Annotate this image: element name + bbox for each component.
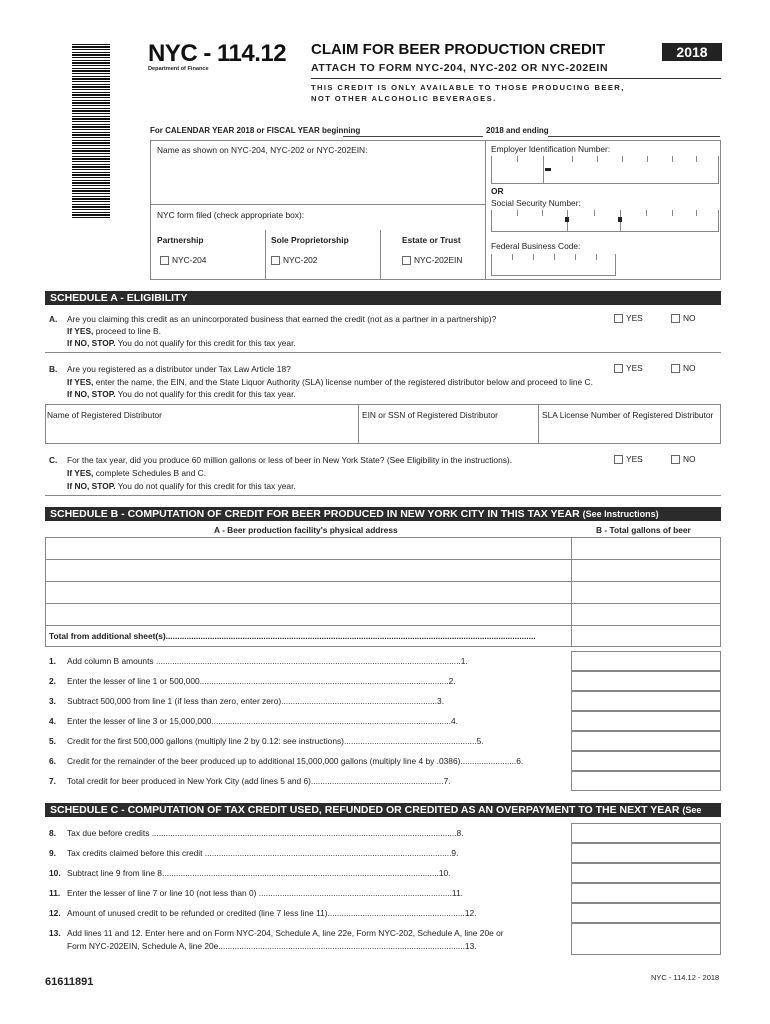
- line-7-amount[interactable]: [571, 771, 721, 791]
- line-10-amount[interactable]: [571, 863, 721, 883]
- line-8-amount[interactable]: [571, 823, 721, 843]
- period-end-field[interactable]: [548, 136, 720, 137]
- facility-address-row-4[interactable]: [46, 604, 570, 624]
- gallons-row-4[interactable]: [572, 604, 720, 624]
- name-field[interactable]: [150, 154, 485, 204]
- footer-form-ref: NYC - 114.12 - 2018: [651, 973, 720, 982]
- facility-address-row-2[interactable]: [46, 560, 570, 580]
- option-nyc202[interactable]: NYC-202: [271, 255, 317, 265]
- total-additional-label: Total from additional sheet(s)...............................................................................................................................................................: [49, 631, 536, 641]
- line-2-amount[interactable]: [571, 671, 721, 691]
- ssn-label: Social Security Number:: [491, 198, 581, 208]
- line-8: 8. Tax due before credits ...................................................................................................................................8.: [49, 828, 464, 838]
- line-9: 9. Tax credits claimed before this credit ..........................................................................................................9.: [49, 848, 459, 858]
- department-label: Department of Finance: [148, 66, 209, 72]
- name-label: Name as shown on NYC-204, NYC-202 or NYC-202EIN:: [157, 145, 368, 155]
- line-c-yes[interactable]: YES: [614, 454, 643, 464]
- line-4-amount[interactable]: [571, 711, 721, 731]
- line-4: 4. Enter the lesser of line 3 or 15,000,000.......................................................................................................4.: [49, 716, 458, 726]
- dist-ein-field[interactable]: [359, 421, 537, 443]
- attach-instruction: ATTACH TO FORM NYC-204, NYC-202 OR NYC-202EIN: [311, 62, 609, 74]
- schedule-a-header: SCHEDULE A - ELIGIBILITY: [45, 291, 721, 305]
- period-ending-label: 2018 and ending: [486, 126, 549, 135]
- line-c-no[interactable]: NO: [671, 454, 696, 464]
- line-11-amount[interactable]: [571, 883, 721, 903]
- line-5-amount[interactable]: [571, 731, 721, 751]
- line-3-amount[interactable]: [571, 691, 721, 711]
- entity-sole-prop: Sole Proprietorship: [271, 235, 349, 245]
- form-code: 61611891: [45, 976, 94, 988]
- fbc-field[interactable]: [491, 254, 616, 276]
- col-a-header: A - Beer production facility's physical address: [214, 525, 398, 535]
- line-a-letter: A.: [49, 314, 58, 324]
- line-12-amount[interactable]: [571, 903, 721, 923]
- option-nyc202ein[interactable]: NYC-202EIN: [402, 255, 462, 265]
- line-7: 7. Total credit for beer produced in New York City (add lines 5 and 6).........................................................7.: [49, 776, 451, 786]
- line-a-question: Are you claiming this credit as an unincorporated business that earned the credit (not as a partner in a partnership)?: [67, 314, 497, 324]
- col-b-header: B - Total gallons of beer: [596, 525, 691, 535]
- entity-estate: Estate or Trust: [402, 235, 461, 245]
- line-2: 2. Enter the lesser of line 1 or 500,000...........................................................................................................2.: [49, 676, 456, 686]
- fbc-label: Federal Business Code:: [491, 241, 581, 251]
- schedule-c-header: SCHEDULE C - COMPUTATION OF TAX CREDIT USED, REFUNDED OR CREDITED AS AN OVERPAYMENT TO THE NEXT YEAR (See Instr.): [45, 803, 721, 817]
- period-label: For CALENDAR YEAR 2018 or FISCAL YEAR beginning: [150, 126, 361, 135]
- line-9-amount[interactable]: [571, 843, 721, 863]
- line-b-no-instr: If NO, STOP.: [67, 389, 116, 399]
- line-1-amount[interactable]: [571, 651, 721, 671]
- line-3: 3. Subtract 500,000 from line 1 (if less than zero, enter zero)...................................................................3.: [49, 696, 445, 706]
- eligibility-notice: THIS CREDIT IS ONLY AVAILABLE TO THOSE PRODUCING BEER, NOT OTHER ALCOHOLIC BEVERAGES.: [311, 83, 625, 103]
- dist-ein-label: EIN or SSN of Registered Distributor: [362, 410, 498, 420]
- checkbox[interactable]: [160, 256, 169, 265]
- ein-field[interactable]: [491, 156, 719, 184]
- or-label: OR: [491, 186, 504, 196]
- gallons-row-2[interactable]: [572, 560, 720, 580]
- gallons-row-1[interactable]: [572, 538, 720, 558]
- facility-address-row-1[interactable]: [46, 538, 570, 558]
- form-title: CLAIM FOR BEER PRODUCTION CREDIT: [311, 41, 606, 58]
- line-10: 10. Subtract line 9 from line 8.......................................................................................................................10.: [49, 868, 451, 878]
- line-6: 6. Credit for the remainder of the beer produced up to additional 15,000,000 gallons (multiply line 4 by .0386)........................6.: [49, 756, 524, 766]
- line-6-amount[interactable]: [571, 751, 721, 771]
- entity-partnership: Partnership: [157, 235, 204, 245]
- line-12: 12. Amount of unused credit to be refunded or credited (line 7 less line 11)...........................................................12.: [49, 908, 477, 918]
- line-13: 13. Add lines 11 and 12. Enter here and on Form NYC-204, Schedule A, line 22e, Form NYC-202, Schedule A, line 20e or: [49, 928, 504, 938]
- line-b-letter: B.: [49, 364, 58, 374]
- schedule-b-header: SCHEDULE B - COMPUTATION OF CREDIT FOR BEER PRODUCED IN NEW YORK CITY IN THIS TAX YEAR (See Instructions): [45, 507, 721, 521]
- line-5: 5. Credit for the first 500,000 gallons (multiply line 2 by 0.12: see instructions).........................................................5.: [49, 736, 484, 746]
- checkbox[interactable]: [271, 256, 280, 265]
- line-b-yes-instr: If YES,: [67, 377, 94, 387]
- line-a-yes-instr: If YES,: [67, 326, 94, 336]
- line-c-question: For the tax year, did you produce 60 million gallons or less of beer in New York State? (See Eligibility in the instructions).: [67, 455, 513, 465]
- checkbox[interactable]: [402, 256, 411, 265]
- line-a-no[interactable]: NO: [671, 313, 696, 323]
- line-c-letter: C.: [49, 455, 58, 465]
- line-13-amount[interactable]: [571, 923, 721, 955]
- line-b-question: Are you registered as a distributor under Tax Law Article 18?: [67, 364, 291, 374]
- form-filed-label: NYC form filed (check appropriate box):: [157, 210, 305, 220]
- total-additional-field[interactable]: [572, 626, 720, 646]
- dist-name-field[interactable]: [46, 421, 357, 443]
- option-nyc204[interactable]: NYC-204: [160, 255, 206, 265]
- gallons-row-3[interactable]: [572, 582, 720, 602]
- dist-sla-field[interactable]: [539, 421, 720, 443]
- line-11: 11. Enter the lesser of line 7 or line 10 (not less than 0) ...................................................................................11.: [49, 888, 463, 898]
- form-number: 114.12: [217, 40, 287, 67]
- dist-name-label: Name of Registered Distributor: [47, 410, 162, 420]
- line-c-yes-instr: If YES,: [67, 468, 94, 478]
- line-b-yes[interactable]: YES: [614, 363, 643, 373]
- facility-address-row-3[interactable]: [46, 582, 570, 602]
- line-a-yes[interactable]: YES: [614, 313, 643, 323]
- nyc-logo: NYC - 114.12: [148, 40, 287, 67]
- line-b-no[interactable]: NO: [671, 363, 696, 373]
- period-begin-field[interactable]: [343, 136, 483, 137]
- barcode: [72, 44, 110, 219]
- line-13-cont: Form NYC-202EIN, Schedule A, line 20e..........................................................................................................13.: [67, 941, 477, 951]
- ein-label: Employer Identification Number:: [491, 144, 611, 154]
- year-badge: 2018: [662, 43, 722, 61]
- line-a-no-instr: If NO, STOP.: [67, 338, 116, 348]
- line-1: 1. Add column B amounts ...................................................................................................................................1.: [49, 656, 468, 666]
- line-c-no-instr: If NO, STOP.: [67, 481, 116, 491]
- ssn-field[interactable]: [491, 210, 719, 232]
- dist-sla-label: SLA License Number of Registered Distributor: [542, 410, 714, 420]
